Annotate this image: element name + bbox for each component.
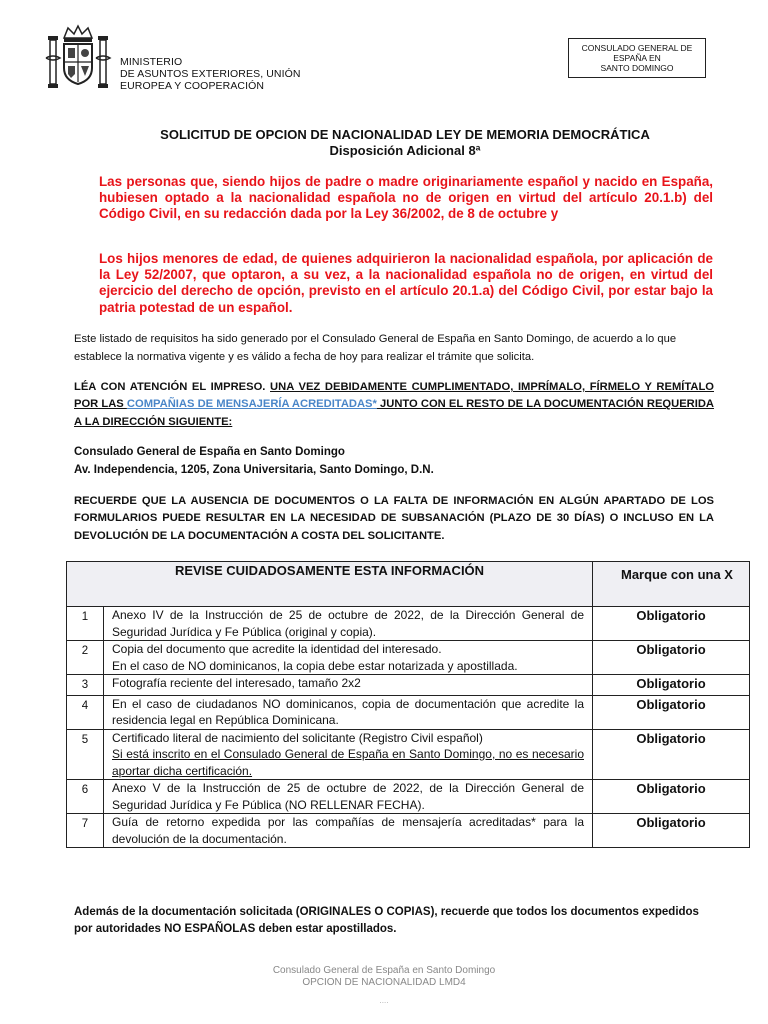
- consulate-address: [74, 443, 434, 479]
- row-status[interactable]: Obligatorio: [593, 814, 750, 848]
- eligibility-paragraph-1: Las personas que, siendo hijos de padre o madre originariamente español y nacido en España, hubiesen optado a la nacionalidad española no de origen en virtud del artículo 20.1.b) del Código Civil, en su redacción dada por la Ley 36/2002, de 8 de octubre y: [99, 174, 713, 222]
- row-text: Copia del documento que acredite la identidad del interesado.: [112, 642, 442, 656]
- row-description: [104, 695, 593, 729]
- row-number: 7: [67, 814, 104, 848]
- row-text: Anexo V de la Instrucción de 25 de octubre de 2022, de la Dirección General de Seguridad Jurídica y Fe Pública (NO RELLENAR FECHA).: [112, 781, 584, 812]
- address-line-1: Consulado General de España en Santo Domingo: [74, 446, 345, 458]
- row-text: Fotografía reciente del interesado, tamaño 2x2: [112, 676, 361, 690]
- table-header-row: [67, 562, 750, 607]
- notice-paragraph: [74, 379, 714, 431]
- address-line-2: Av. Independencia, 1205, Zona Universitaria, Santo Domingo, D.N.: [74, 464, 434, 476]
- page-title: [60, 127, 750, 159]
- warning-paragraph: RECUERDE QUE LA AUSENCIA DE DOCUMENTOS O LA FALTA DE INFORMACIÓN EN ALGÚN APARTADO DE LOS FORMULARIOS PUEDE RESULTAR EN LA NECESIDAD DE SUBSANACIÓN (PLAZO DE 30 DÍAS) O INCLUSO EN LA DEVOLUCIÓN DE LA DOCUMENTACIÓN A COSTA DEL SOLICITANTE.: [74, 495, 714, 542]
- row-text: Guía de retorno expedida por las compañías de mensajería acreditadas* para la devolución de la documentación.: [112, 815, 584, 846]
- notice-part-3: JUNTO CON EL RESTO DE LA DOCUMENTACIÓN REQUERIDA A LA DIRECCIÓN SIGUIENTE:: [74, 398, 715, 428]
- row-number: 1: [67, 607, 104, 641]
- row-number: 2: [67, 641, 104, 675]
- row-status[interactable]: Obligatorio: [593, 695, 750, 729]
- row-description: [104, 780, 593, 814]
- footer-dots: ....: [379, 996, 389, 1005]
- courier-companies-link[interactable]: COMPAÑIAS DE MENSAJERÍA ACREDITADAS*: [126, 398, 377, 411]
- row-description: [104, 607, 593, 641]
- ministry-line: EUROPEA Y COOPERACIÓN: [120, 80, 265, 92]
- row-description: [104, 814, 593, 848]
- consulate-line: CONSULADO GENERAL DE: [581, 43, 693, 53]
- table-row: [67, 729, 750, 780]
- title-line-1: SOLICITUD DE OPCION DE NACIONALIDAD LEY DE MEMORIA DEMOCRÁTICA: [160, 127, 650, 142]
- row-number: 6: [67, 780, 104, 814]
- row-status[interactable]: Obligatorio: [593, 780, 750, 814]
- intro-paragraph: Este listado de requisitos ha sido generado por el Consulado General de España en Santo Domingo, de acuerdo a lo que establece la normativa vigente y es válido a fecha de hoy para realizar el trámite que solicita.: [74, 333, 677, 363]
- notice-part-1: LÉA CON ATENCIÓN EL IMPRESO.: [74, 381, 271, 393]
- table-header-mark: Marque con una X: [593, 562, 750, 607]
- title-line-2: Disposición Adicional 8ª: [329, 143, 481, 158]
- table-row: [67, 814, 750, 848]
- row-text: Anexo IV de la Instrucción de 25 de octubre de 2022, de la Dirección General de Seguridad Jurídica y Fe Pública (original y copia).: [112, 608, 584, 639]
- footer-line-1: Consulado General de España en Santo Domingo: [272, 965, 496, 976]
- row-number: 4: [67, 695, 104, 729]
- row-description: [104, 675, 593, 696]
- row-extra-text: En el caso de NO dominicanos, la copia debe estar notarizada y apostillada.: [112, 658, 518, 673]
- row-description: [104, 641, 593, 675]
- row-text: En el caso de ciudadanos NO dominicanos, copia de documentación que acredite la residencia legal en República Dominicana.: [112, 696, 584, 727]
- row-status[interactable]: Obligatorio: [593, 641, 750, 675]
- table-row: [67, 607, 750, 641]
- row-number: 3: [67, 675, 104, 696]
- row-underlined-note: Si está inscrito en el Consulado General de España en Santo Domingo, no es necesario aportar dicha certificación.: [112, 747, 584, 778]
- table-header-main: REVISE CUIDADOSAMENTE ESTA INFORMACIÓN: [67, 562, 593, 607]
- eligibility-paragraph-2: Los hijos menores de edad, de quienes adquirieron la nacionalidad española, por aplicación de la Ley 52/2007, que optaron, a su vez, a la nacionalidad española no de origen, en virtud del ejercicio del derecho de opción, previsto en el artículo 20.1.a) del Código Civil, por estar bajo la patria potestad de un español.: [99, 251, 713, 315]
- table-row: [67, 641, 750, 675]
- table-row: [67, 780, 750, 814]
- table-row: [67, 675, 750, 696]
- row-description: [104, 729, 593, 780]
- row-status[interactable]: Obligatorio: [593, 607, 750, 641]
- table-row: [67, 695, 750, 729]
- ministry-line: MINISTERIO: [120, 56, 183, 68]
- notice-part-2: UNA VEZ DEBIDAMENTE CUMPLIMENTADO, IMPRÍMALO, FÍRMELO Y REMÍTALO POR LAS: [74, 381, 714, 411]
- coat-of-arms-icon: [44, 24, 112, 96]
- consulate-line: SANTO DOMINGO: [600, 63, 674, 73]
- ministry-name: [120, 56, 301, 92]
- page-footer: [0, 965, 768, 989]
- row-status[interactable]: Obligatorio: [593, 729, 750, 780]
- requirements-table: [66, 561, 750, 848]
- row-status[interactable]: Obligatorio: [593, 675, 750, 696]
- footer-line-2: OPCION DE NACIONALIDAD LMD4: [302, 977, 466, 988]
- consulate-box: [568, 38, 706, 78]
- row-number: 5: [67, 729, 104, 780]
- ministry-line: DE ASUNTOS EXTERIORES, UNIÓN: [120, 68, 301, 80]
- closing-paragraph: Además de la documentación solicitada (ORIGINALES O COPIAS), recuerde que todos los documentos expedidos por autoridades NO ESPAÑOLAS deben estar apostillados.: [74, 906, 699, 935]
- row-text: Certificado literal de nacimiento del solicitante (Registro Civil español): [112, 730, 483, 745]
- consulate-line: ESPAÑA EN: [613, 53, 661, 63]
